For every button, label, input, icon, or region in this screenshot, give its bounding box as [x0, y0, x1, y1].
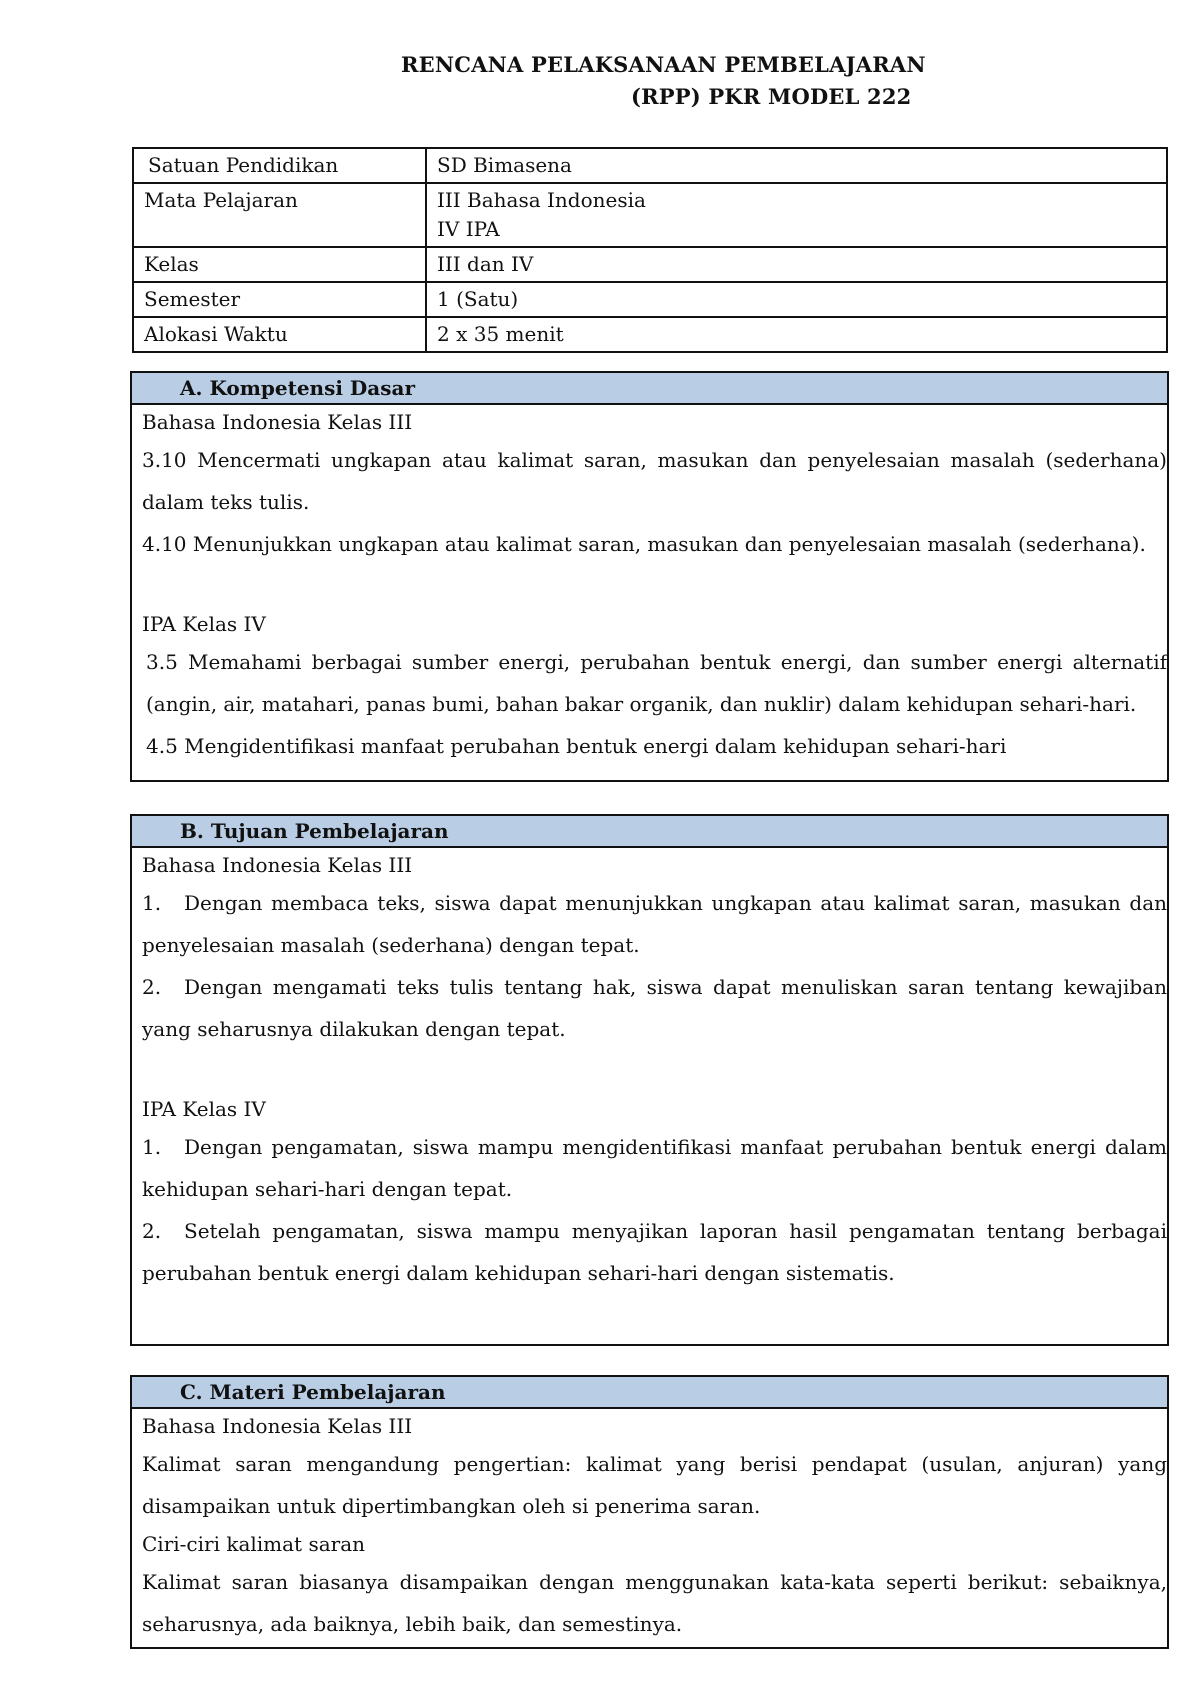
- list-number: 2.: [142, 975, 162, 999]
- identity-label: Satuan Pendidikan: [133, 148, 426, 183]
- table-row: [133, 317, 1167, 352]
- list-text: Dengan pengamatan, siswa mampu mengidentifikasi manfaat perubahan bentuk energi dalam kehidupan sehari-hari dengan tepat.: [142, 1135, 1167, 1201]
- list-item: [142, 882, 1167, 966]
- list-number: 1.: [142, 1135, 162, 1159]
- subject-heading: IPA Kelas IV: [142, 1097, 266, 1121]
- identity-value: III dan IV: [426, 247, 1167, 282]
- section-body: [132, 405, 1167, 767]
- competency-item: 3.10 Mencermati ungkapan atau kalimat saran, masukan dan penyelesaian masalah (sederhana) dalam teks tulis.: [142, 448, 1167, 514]
- table-row: [133, 183, 1167, 247]
- list-text: Dengan membaca teks, siswa dapat menunjukkan ungkapan atau kalimat saran, masukan dan penyelesaian masalah (sederhana) dengan tepat.: [142, 891, 1167, 957]
- section-body: [132, 848, 1167, 1294]
- material-subheading: Ciri-ciri kalimat saran: [142, 1532, 365, 1556]
- table-row: [133, 282, 1167, 317]
- competency-item: 3.5 Memahami berbagai sumber energi, perubahan bentuk energi, dan sumber energi alternatif (angin, air, matahari, panas bumi, bahan bakar organik, dan nuklir) dalam kehidupan sehari-hari.: [146, 650, 1167, 716]
- spacer: [142, 565, 1167, 607]
- section-heading: A. Kompetensi Dasar: [132, 373, 1167, 405]
- competency-item: 4.5 Mengidentifikasi manfaat perubahan bentuk energi dalam kehidupan sehari-hari: [146, 734, 1007, 758]
- section-tujuan-pembelajaran: [130, 814, 1169, 1346]
- list-text: Setelah pengamatan, siswa mampu menyajikan laporan hasil pengamatan tentang berbagai perubahan bentuk energi dalam kehidupan sehari-hari dengan sistematis.: [142, 1219, 1167, 1285]
- list-item: [142, 966, 1167, 1050]
- section-body: [132, 1409, 1167, 1645]
- section-heading: B. Tujuan Pembelajaran: [132, 816, 1167, 848]
- identity-label: Mata Pelajaran: [133, 183, 426, 247]
- section-materi-pembelajaran: [130, 1375, 1169, 1649]
- identity-label: Alokasi Waktu: [133, 317, 426, 352]
- identity-label: Kelas: [133, 247, 426, 282]
- material-paragraph: Kalimat saran biasanya disampaikan dengan menggunakan kata-kata seperti berikut: sebaiknya, seharusnya, ada baiknya, lebih baik, dan semestinya.: [142, 1570, 1167, 1636]
- table-row: [133, 247, 1167, 282]
- identity-value-line: IV IPA: [437, 217, 500, 241]
- subject-heading: Bahasa Indonesia Kelas III: [142, 853, 413, 877]
- list-item: [142, 1126, 1167, 1210]
- list-number: 2.: [142, 1219, 162, 1243]
- identity-value: 1 (Satu): [426, 282, 1167, 317]
- table-row: [133, 148, 1167, 183]
- section-heading: C. Materi Pembelajaran: [132, 1377, 1167, 1409]
- document-subtitle: (RPP) PKR MODEL 222: [631, 84, 912, 109]
- list-text: Dengan mengamati teks tulis tentang hak, siswa dapat menuliskan saran tentang kewajiban yang seharusnya dilakukan dengan tepat.: [142, 975, 1167, 1041]
- subject-heading: IPA Kelas IV: [142, 612, 266, 636]
- material-paragraph: Kalimat saran mengandung pengertian: kalimat yang berisi pendapat (usulan, anjuran) yang disampaikan untuk dipertimbangkan oleh si penerima saran.: [142, 1452, 1167, 1518]
- subject-heading: Bahasa Indonesia Kelas III: [142, 410, 413, 434]
- competency-item: 4.10 Menunjukkan ungkapan atau kalimat saran, masukan dan penyelesaian masalah (sederhana).: [142, 532, 1146, 556]
- identity-value: SD Bimasena: [426, 148, 1167, 183]
- identity-value: [426, 183, 1167, 247]
- section-kompetensi-dasar: [130, 371, 1169, 782]
- identity-label: Semester: [133, 282, 426, 317]
- identity-value-line: III Bahasa Indonesia: [437, 188, 646, 212]
- subject-heading: Bahasa Indonesia Kelas III: [142, 1414, 413, 1438]
- list-item: [142, 1210, 1167, 1294]
- identity-table: [132, 147, 1168, 353]
- list-number: 1.: [142, 891, 162, 915]
- spacer: [142, 1050, 1167, 1092]
- identity-value: 2 x 35 menit: [426, 317, 1167, 352]
- document-title: RENCANA PELAKSANAAN PEMBELAJARAN: [401, 52, 926, 77]
